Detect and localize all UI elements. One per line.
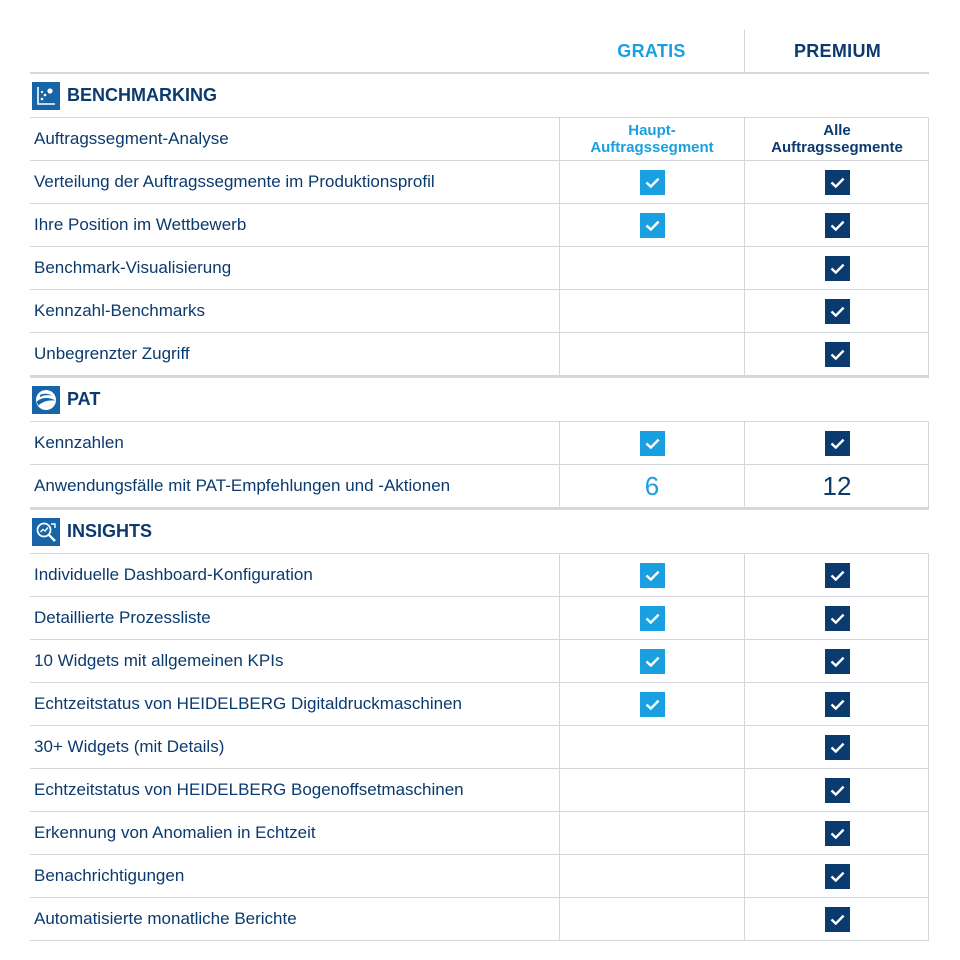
check-icon — [825, 299, 850, 324]
gratis-cell — [559, 290, 744, 332]
table-row — [30, 204, 929, 247]
check-icon — [825, 649, 850, 674]
check-icon — [640, 649, 665, 674]
gratis-cell — [559, 118, 744, 160]
table-row — [30, 898, 929, 941]
row-label: Kennzahlen — [34, 433, 124, 452]
check-icon — [825, 431, 850, 456]
column-header-row — [30, 30, 929, 74]
row-label: Echtzeitstatus von HEIDELBERG Bogenoffsetmaschinen — [34, 780, 464, 799]
row-label: Anwendungsfälle mit PAT-Empfehlungen und -Aktionen — [34, 476, 451, 495]
row-label: Benachrichtigungen — [34, 866, 185, 885]
row-label: Automatisierte monatliche Berichte — [34, 909, 297, 928]
premium-cell — [744, 118, 929, 160]
check-icon — [825, 864, 850, 889]
check-icon — [825, 213, 850, 238]
row-label: Ihre Position im Wettbewerb — [34, 215, 247, 234]
table-row — [30, 247, 929, 290]
gratis-cell — [559, 161, 744, 203]
premium-cell — [744, 290, 929, 332]
gratis-count: 6 — [644, 470, 660, 501]
gratis-segment-line2: Auftragssegment — [590, 139, 714, 156]
check-icon — [825, 342, 850, 367]
gratis-cell — [559, 597, 744, 639]
table-row — [30, 333, 929, 376]
premium-cell — [744, 161, 929, 203]
check-icon — [640, 213, 665, 238]
row-label: Echtzeitstatus von HEIDELBERG Digitaldruckmaschinen — [34, 694, 463, 713]
table-row — [30, 812, 929, 855]
premium-cell — [744, 247, 929, 289]
row-label: Benchmark-Visualisierung — [34, 258, 232, 277]
gratis-cell — [559, 422, 744, 464]
row-label: Detaillierte Prozessliste — [34, 608, 211, 627]
premium-cell — [744, 597, 929, 639]
premium-cell — [744, 769, 929, 811]
premium-cell — [744, 640, 929, 682]
check-icon — [640, 692, 665, 717]
comparison-table — [30, 30, 929, 941]
row-label: Kennzahl-Benchmarks — [34, 301, 206, 320]
premium-cell — [744, 333, 929, 375]
premium-cell — [744, 683, 929, 725]
row-label: 30+ Widgets (mit Details) — [34, 737, 225, 756]
row-label: Unbegrenzter Zugriff — [34, 344, 190, 363]
premium-segment-line1: Alle — [823, 122, 851, 139]
table-row — [30, 161, 929, 204]
gratis-cell — [559, 898, 744, 940]
check-icon — [825, 606, 850, 631]
row-label: Erkennung von Anomalien in Echtzeit — [34, 823, 316, 842]
premium-cell — [744, 422, 929, 464]
table-row — [30, 118, 929, 161]
gratis-cell — [559, 726, 744, 768]
premium-cell — [744, 898, 929, 940]
check-icon — [640, 606, 665, 631]
gratis-segment-line1: Haupt- — [628, 122, 676, 139]
gratis-column-header: GRATIS — [617, 40, 686, 61]
gratis-cell — [559, 855, 744, 897]
check-icon — [825, 256, 850, 281]
gratis-cell — [559, 769, 744, 811]
gratis-cell — [559, 465, 744, 507]
gratis-cell — [559, 640, 744, 682]
table-row — [30, 465, 929, 508]
premium-cell — [744, 855, 929, 897]
table-row — [30, 855, 929, 898]
table-row — [30, 422, 929, 465]
insights-section-header — [30, 508, 929, 554]
gratis-cell — [559, 554, 744, 596]
chart-icon — [32, 82, 60, 110]
premium-cell — [744, 554, 929, 596]
benchmarking-section-header — [30, 74, 929, 118]
gratis-cell — [559, 333, 744, 375]
row-label: 10 Widgets mit allgemeinen KPIs — [34, 651, 284, 670]
premium-cell — [744, 204, 929, 246]
pat-section-title: PAT — [67, 389, 101, 409]
check-icon — [825, 692, 850, 717]
table-row — [30, 726, 929, 769]
table-row — [30, 640, 929, 683]
premium-cell — [744, 726, 929, 768]
table-row — [30, 769, 929, 812]
check-icon — [825, 778, 850, 803]
table-row — [30, 290, 929, 333]
premium-cell — [744, 465, 929, 507]
premium-count: 12 — [822, 470, 852, 501]
row-label: Individuelle Dashboard-Konfiguration — [34, 565, 313, 584]
check-icon — [640, 170, 665, 195]
premium-segment-line2: Auftragssegmente — [771, 139, 903, 156]
table-row — [30, 683, 929, 726]
gratis-cell — [559, 204, 744, 246]
check-icon — [825, 735, 850, 760]
table-row — [30, 597, 929, 640]
gratis-cell — [559, 683, 744, 725]
premium-cell — [744, 812, 929, 854]
check-icon — [825, 821, 850, 846]
pat-logo-icon — [32, 386, 60, 414]
check-icon — [825, 170, 850, 195]
gratis-cell — [559, 247, 744, 289]
gratis-cell — [559, 812, 744, 854]
check-icon — [640, 431, 665, 456]
row-label: Auftragssegment-Analyse — [34, 129, 229, 148]
pat-section-header — [30, 376, 929, 422]
table-row — [30, 554, 929, 597]
check-icon — [825, 907, 850, 932]
benchmarking-section-title: BENCHMARKING — [67, 85, 217, 105]
insights-section-title: INSIGHTS — [67, 521, 153, 541]
premium-column-header: PREMIUM — [744, 30, 930, 72]
row-label: Verteilung der Auftragssegmente im Produktionsprofil — [34, 172, 435, 191]
check-icon — [640, 563, 665, 588]
insights-search-icon — [32, 518, 60, 546]
check-icon — [825, 563, 850, 588]
